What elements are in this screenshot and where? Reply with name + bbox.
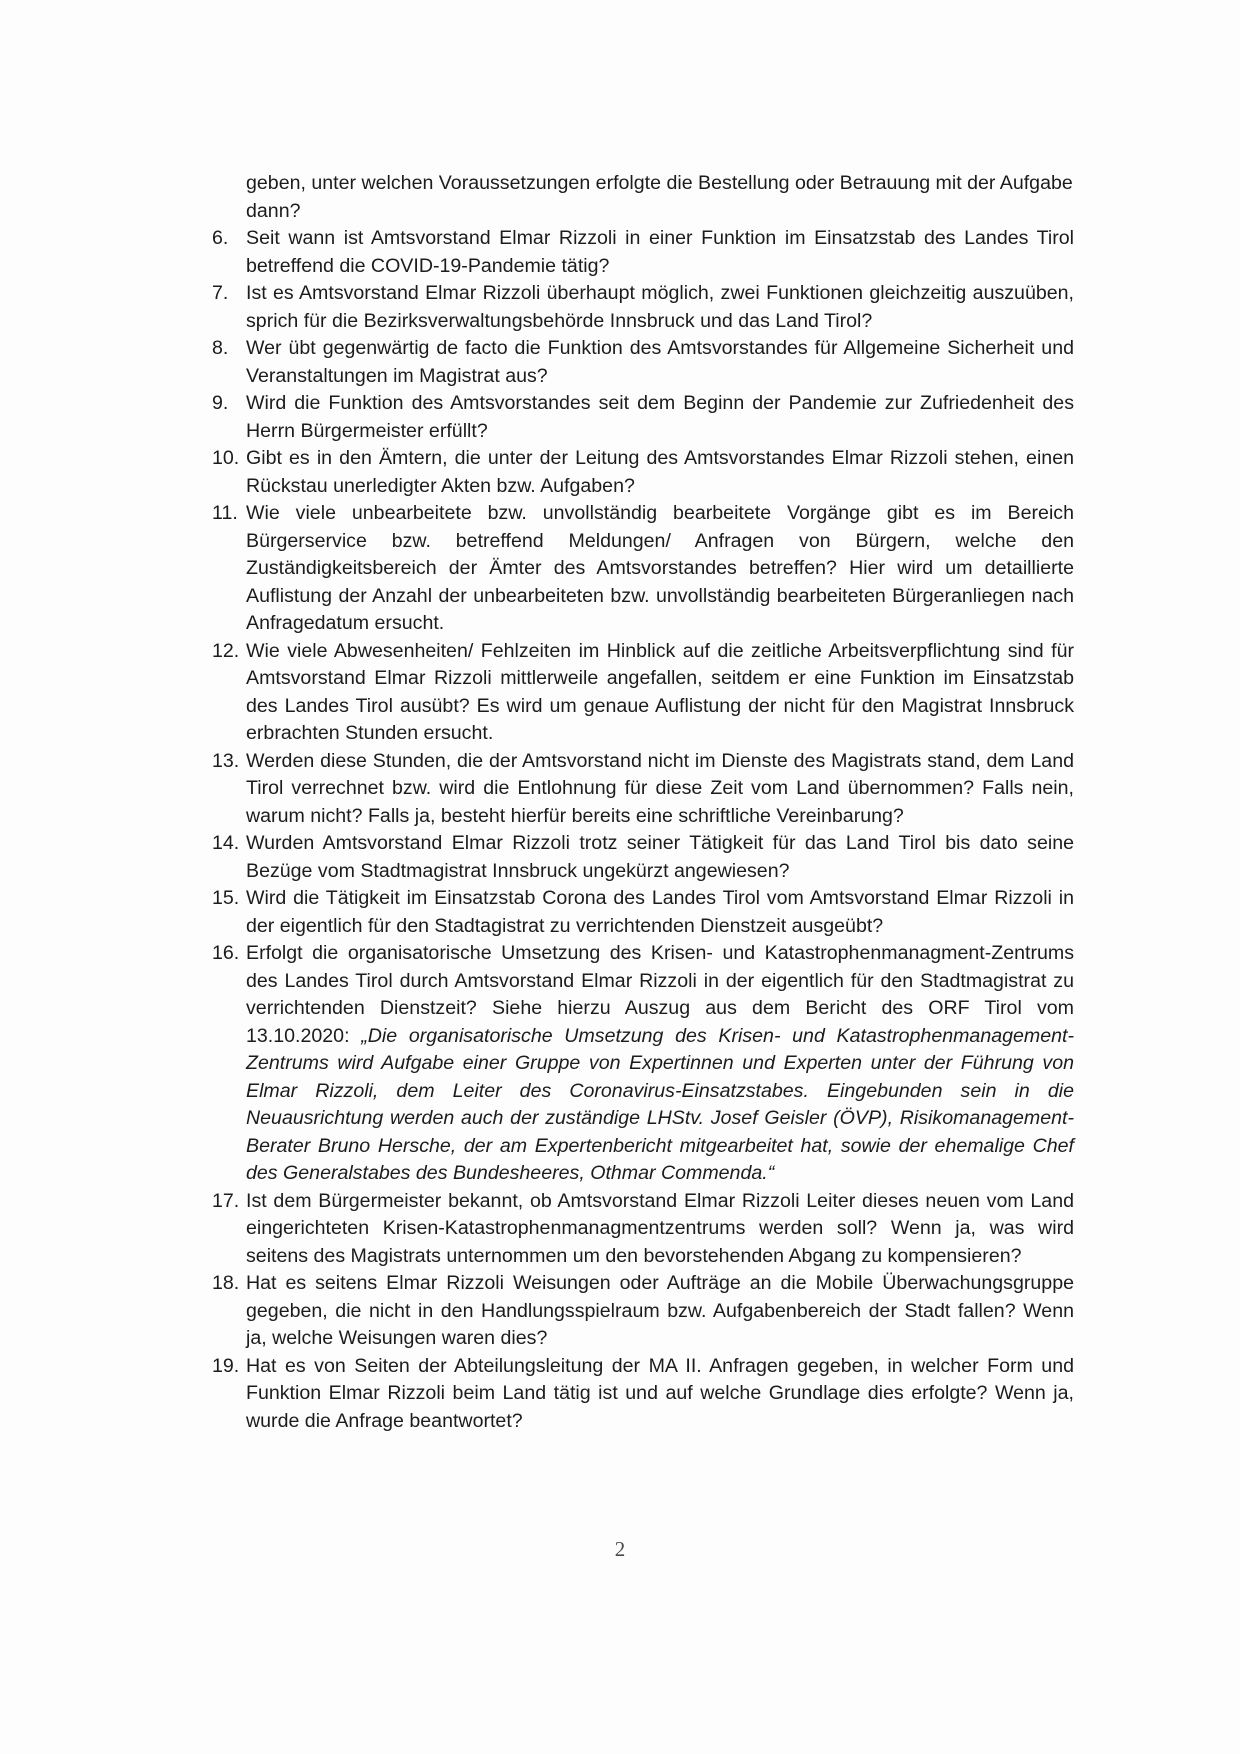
question-number: 18. — [212, 1272, 240, 1294]
orf-quote: „Die organisatorische Umsetzung des Krisen- und Katastrophenmanagement-Zentrums wird Aufgabe einer Gruppe von Expertinnen und Experten unter der Führung von Elmar Rizzoli, dem Leiter des Coronavirus-Einsatzstabes. Eingebunden sein in die Neuausrichtung werden auch der zuständige LHStv. Josef Geisler (ÖVP), Risikomanagement-Berater Bruno Hersche, der am Expertenbericht mitgearbeitet hat, sowie der ehemalige Chef des Generalstabes des Bundesheeres, Othmar Commenda.“ — [246, 1024, 1075, 1184]
list-item — [212, 830, 1074, 885]
question-text: Wird die Tätigkeit im Einsatzstab Corona des Landes Tirol vom Amtsvorstand Elmar Rizzoli in der eigentlich für den Stadtagistrat zu verrichtenden Dienstzeit ausgeübt? — [246, 887, 1074, 937]
question-text: Wird die Funktion des Amtsvorstandes seit dem Beginn der Pandemie zur Zufriedenheit des Herrn Bürgermeister erfüllt? — [246, 392, 1074, 442]
list-item — [212, 500, 1074, 638]
list-item — [212, 1353, 1074, 1436]
list-item — [212, 940, 1074, 1188]
question-number: 19. — [212, 1354, 240, 1377]
list-item — [212, 638, 1074, 748]
question-number: 13. — [212, 749, 240, 772]
document-body — [212, 170, 1074, 1435]
question-text: Erfolgt die organisatorische Umsetzung des Krisen- und Katastrophenmanagment-Zentrums des Landes Tirol durch Amtsvorstand Elmar Rizzoli in der eigentlich für den Stadtmagistrat zu verrichtenden Dienstzeit? Siehe hierzu Auszug aus dem Bericht des ORF Tirol vom 13.10.2020: — [246, 942, 1074, 1047]
question-number: 6. — [212, 227, 229, 249]
list-item — [212, 335, 1074, 390]
list-item — [212, 445, 1074, 500]
list-item — [212, 390, 1074, 445]
page-number: 2 — [614, 1537, 626, 1561]
question-text: Ist es Amtsvorstand Elmar Rizzoli überhaupt möglich, zwei Funktionen gleichzeitig auszuüben, sprich für die Bezirksverwaltungsbehörde Innsbruck und das Land Tirol? — [246, 282, 1074, 332]
question-number: 17. — [212, 1189, 240, 1212]
question-text: Gibt es in den Ämtern, die unter der Leitung des Amtsvorstandes Elmar Rizzoli stehen, einen Rückstau unerledigter Akten bzw. Aufgaben? — [246, 447, 1074, 497]
question-number: 12. — [212, 639, 240, 662]
question-list — [212, 225, 1074, 1435]
question-number: 7. — [212, 282, 229, 304]
question-number: 9. — [212, 392, 229, 414]
question-number: 15. — [212, 887, 240, 909]
question-text: Hat es seitens Elmar Rizzoli Weisungen oder Aufträge an die Mobile Überwachungsgruppe gegeben, die nicht in den Handlungsspielraum bzw. Aufgabenbereich der Stadt fallen? Wenn ja, welche Weisungen waren dies? — [246, 1272, 1074, 1349]
question-text: Hat es von Seiten der Abteilungsleitung der MA II. Anfragen gegeben, in welcher Form und Funktion Elmar Rizzoli beim Land tätig ist und auf welche Grundlage dies erfolgte? Wenn ja, wurde die Anfrage beantwortet? — [246, 1354, 1074, 1432]
list-item — [212, 280, 1074, 335]
list-item — [212, 885, 1074, 940]
list-item — [212, 225, 1074, 280]
list-item — [212, 1270, 1074, 1353]
list-item — [212, 1188, 1074, 1271]
question-number: 8. — [212, 337, 229, 359]
list-item — [212, 748, 1074, 831]
question-number: 16. — [212, 942, 240, 964]
question-text: Wurden Amtsvorstand Elmar Rizzoli trotz seiner Tätigkeit für das Land Tirol bis dato seine Bezüge vom Stadtmagistrat Innsbruck ungekürzt angewiesen? — [246, 832, 1074, 882]
question-text: Werden diese Stunden, die der Amtsvorstand nicht im Dienste des Magistrats stand, dem Land Tirol verrechnet bzw. wird die Entlohnung für diese Zeit vom Land übernommen? Falls nein, warum nicht? Falls ja, besteht hierfür bereits eine schriftliche Vereinbarung? — [246, 749, 1074, 827]
question-text: Wer übt gegenwärtig de facto die Funktion des Amtsvorstandes für Allgemeine Sicherheit und Veranstaltungen im Magistrat aus? — [246, 337, 1074, 387]
question-text: Wie viele unbearbeitete bzw. unvollständig bearbeitete Vorgänge gibt es im Bereich Bürgerservice bzw. betreffend Meldungen/ Anfragen von Bürgern, welche den Zuständigkeitsbereich der Ämter des Amtsvorstandes betreffen? Hier wird um detaillierte Auflistung der Anzahl der unbearbeiteten bzw. unvollständig bearbeiteten Bürgeranliegen nach Anfragedatum ersucht. — [246, 502, 1074, 634]
question-number: 11. — [212, 502, 238, 524]
question-text: Seit wann ist Amtsvorstand Elmar Rizzoli in einer Funktion im Einsatzstab des Landes Tirol betreffend die COVID-19-Pandemie tätig? — [246, 227, 1074, 277]
question-number: 14. — [212, 832, 240, 854]
intro-continuation: geben, unter welchen Voraussetzungen erfolgte die Bestellung oder Betrauung mit der Aufgabe dann? — [246, 172, 1073, 222]
question-text: Ist dem Bürgermeister bekannt, ob Amtsvorstand Elmar Rizzoli Leiter dieses neuen vom Land eingerichteten Krisen-Katastrophenmanagmentzentrums werden soll? Wenn ja, was wird seitens des Magistrats unternommen um den bevorstehenden Abgang zu kompensieren? — [246, 1189, 1074, 1267]
question-number: 10. — [212, 447, 240, 469]
question-text-with-quote — [246, 940, 1074, 1188]
question-text: Wie viele Abwesenheiten/ Fehlzeiten im Hinblick auf die zeitliche Arbeitsverpflichtung sind für Amtsvorstand Elmar Rizzoli mittlerweile angefallen, seitdem er eine Funktion im Einsatzstab des Landes Tirol ausübt? Es wird um genaue Auflistung der nicht für den Magistrat Innsbruck erbrachten Stunden ersucht. — [246, 639, 1074, 744]
